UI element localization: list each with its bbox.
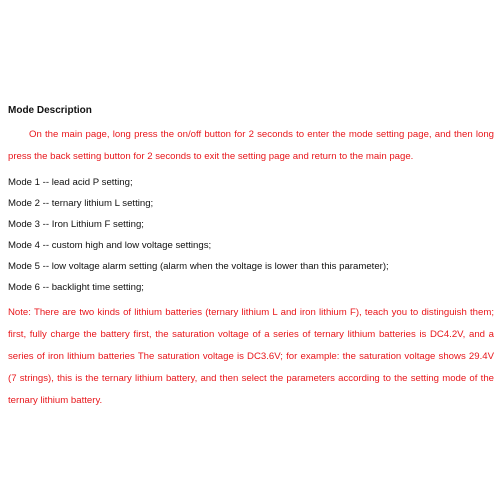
document-heading: Mode Description bbox=[8, 105, 92, 116]
mode-item-4: Mode 4 -- custom high and low voltage settings; bbox=[8, 240, 212, 251]
mode-item-5: Mode 5 -- low voltage alarm setting (alarm when the voltage is lower than this parameter); bbox=[8, 261, 389, 272]
mode-list bbox=[8, 176, 494, 301]
note-paragraph: Note: There are two kinds of lithium batteries (ternary lithium L and iron lithium F), teach you to distinguish them; first, fully charge the battery first, the saturation voltage of a series of ternary lithium batteries is DC4.2V, and a series of iron lithium batteries The saturation voltage is DC3.6V; for example: the saturation voltage shows 29.4V (7 strings), this is the ternary lithium battery, and then select the parameters according to the setting mode of the ternary lithium battery. bbox=[8, 307, 494, 406]
intro-paragraph: On the main page, long press the on/off button for 2 seconds to enter the mode setting page, and then long press the back setting button for 2 seconds to exit the setting page and return to the main page. bbox=[8, 129, 494, 162]
mode-description-document bbox=[8, 104, 494, 412]
mode-item-6: Mode 6 -- backlight time setting; bbox=[8, 282, 144, 293]
mode-item-3: Mode 3 -- Iron Lithium F setting; bbox=[8, 219, 144, 230]
mode-item-2: Mode 2 -- ternary lithium L setting; bbox=[8, 198, 154, 209]
mode-item-1: Mode 1 -- lead acid P setting; bbox=[8, 177, 133, 188]
